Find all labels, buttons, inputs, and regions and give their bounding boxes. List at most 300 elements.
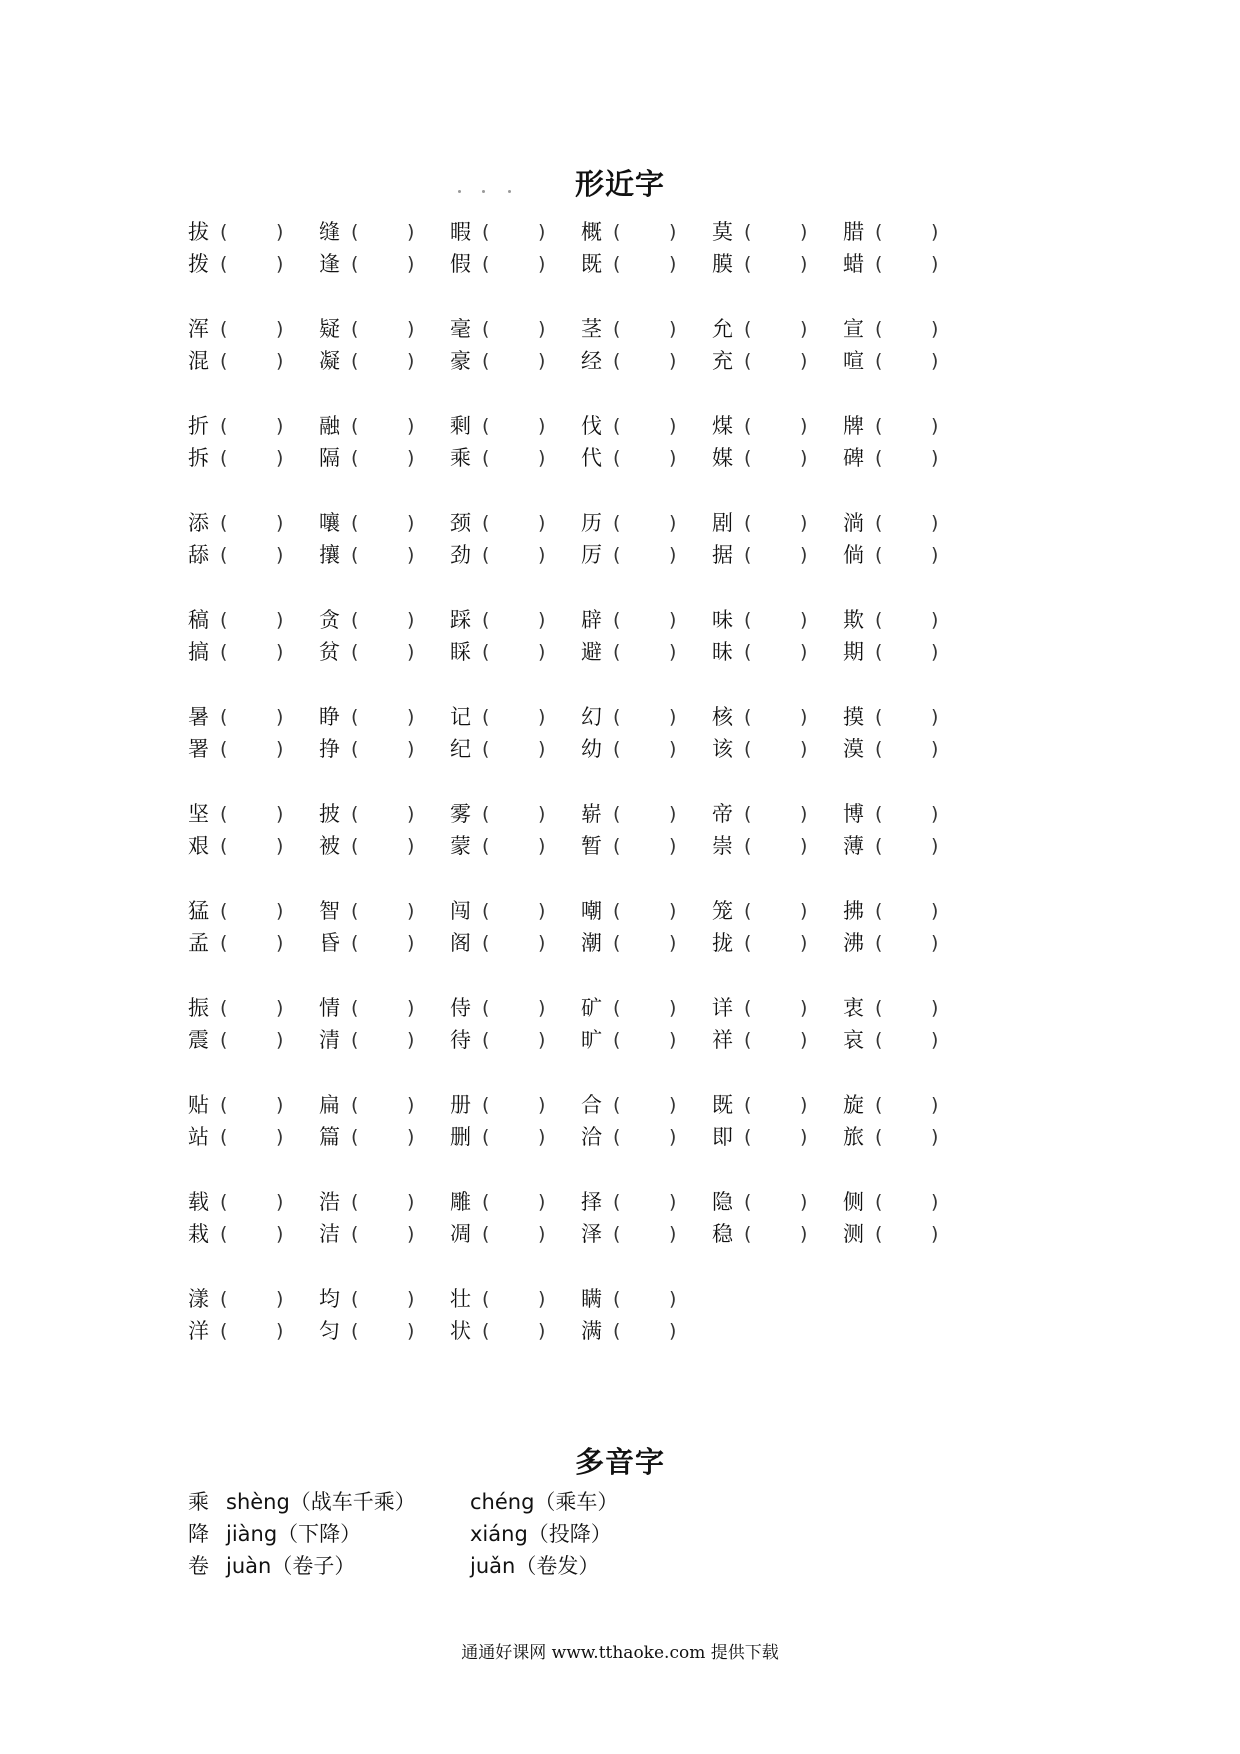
- char-cell: [188, 1091, 319, 1119]
- char: 睬: [450, 640, 471, 664]
- paren-close: ): [800, 835, 808, 857]
- paren-close: ): [800, 221, 808, 243]
- paren-close: ): [276, 415, 284, 437]
- char: 煤: [712, 414, 733, 438]
- char: 隐: [712, 1190, 733, 1214]
- paren-open: (: [613, 997, 621, 1019]
- paren-open: (: [351, 641, 359, 663]
- paren-open: (: [351, 253, 359, 275]
- char-cell: [581, 541, 712, 569]
- char-cell: [450, 444, 581, 472]
- char-cell: [581, 315, 712, 343]
- char-cell: [319, 994, 450, 1022]
- char-cell: [450, 218, 581, 246]
- char: 删: [450, 1125, 471, 1149]
- paren-open: (: [744, 544, 752, 566]
- char: 颈: [450, 511, 471, 535]
- paren-open: (: [351, 1320, 359, 1342]
- paren-close: ): [276, 253, 284, 275]
- paren-open: (: [744, 1094, 752, 1116]
- paren-close: ): [669, 318, 677, 340]
- char: 测: [843, 1222, 864, 1246]
- paren-open: (: [482, 609, 490, 631]
- char: 添: [188, 511, 209, 535]
- char-cell: [319, 444, 450, 472]
- char: 碑: [843, 446, 864, 470]
- char: 贪: [319, 608, 340, 632]
- paren-close: ): [538, 609, 546, 631]
- char: 既: [712, 1093, 733, 1117]
- char-cell: [319, 250, 450, 278]
- paren-open: (: [744, 803, 752, 825]
- char: 均: [319, 1287, 340, 1311]
- paren-close: ): [407, 1029, 415, 1051]
- paren-open: (: [744, 900, 752, 922]
- paren-close: ): [800, 1191, 808, 1213]
- paren-open: (: [744, 1126, 752, 1148]
- paren-open: (: [744, 1223, 752, 1245]
- paren-open: (: [482, 253, 490, 275]
- char-cell: [843, 250, 974, 278]
- paren-close: ): [800, 447, 808, 469]
- char-cell: [450, 735, 581, 763]
- char: 淌: [843, 511, 864, 535]
- char: 洋: [188, 1319, 209, 1343]
- char-cell: [843, 703, 974, 731]
- char: 喧: [843, 349, 864, 373]
- paren-close: ): [276, 1029, 284, 1051]
- char-cell: [188, 1317, 319, 1345]
- paren-open: (: [613, 221, 621, 243]
- paren-open: (: [613, 1320, 621, 1342]
- char-cell: [581, 444, 712, 472]
- char-cell: [712, 832, 843, 860]
- char: 辟: [581, 608, 602, 632]
- char-cell: [581, 347, 712, 375]
- section-title-similar-characters: 形近字: [574, 167, 665, 201]
- char: 幼: [581, 737, 602, 761]
- paren-open: (: [613, 544, 621, 566]
- char-cell: [450, 897, 581, 925]
- paren-close: ): [669, 512, 677, 534]
- char-cell: [843, 735, 974, 763]
- char-cell: [581, 832, 712, 860]
- char-cell: [581, 929, 712, 957]
- char-cell: [450, 509, 581, 537]
- paren-close: ): [931, 1126, 939, 1148]
- char: 崭: [581, 802, 602, 826]
- paren-close: ): [669, 447, 677, 469]
- paren-open: (: [351, 1126, 359, 1148]
- char: 合: [581, 1093, 602, 1117]
- char: 洁: [319, 1222, 340, 1246]
- paren-open: (: [875, 835, 883, 857]
- paren-close: ): [931, 706, 939, 728]
- char: 避: [581, 640, 602, 664]
- paren-close: ): [669, 803, 677, 825]
- paren-close: ): [669, 350, 677, 372]
- paren-open: (: [482, 803, 490, 825]
- char-cell: [581, 800, 712, 828]
- paren-open: (: [613, 900, 621, 922]
- paren-close: ): [538, 447, 546, 469]
- char: 坚: [188, 802, 209, 826]
- char: 充: [712, 349, 733, 373]
- char-cell: [450, 1220, 581, 1248]
- paren-close: ): [407, 997, 415, 1019]
- paren-open: (: [482, 738, 490, 760]
- char: 媒: [712, 446, 733, 470]
- paren-open: (: [351, 1288, 359, 1310]
- char-cell: [450, 800, 581, 828]
- paren-open: (: [351, 221, 359, 243]
- char: 踩: [450, 608, 471, 632]
- paren-open: (: [482, 318, 490, 340]
- paren-close: ): [800, 415, 808, 437]
- char: 纪: [450, 737, 471, 761]
- char-cell: [712, 315, 843, 343]
- char-cell: [450, 412, 581, 440]
- char: 侍: [450, 996, 471, 1020]
- char: 册: [450, 1093, 471, 1117]
- paren-open: (: [351, 318, 359, 340]
- char-cell: [450, 1285, 581, 1313]
- char-cell: [319, 1123, 450, 1151]
- paren-open: (: [875, 997, 883, 1019]
- char: 闯: [450, 899, 471, 923]
- title-dots-decoration: [458, 190, 518, 196]
- char: 贫: [319, 640, 340, 664]
- paren-open: (: [220, 641, 228, 663]
- paren-close: ): [669, 706, 677, 728]
- paren-open: (: [613, 738, 621, 760]
- char-cell: [450, 1317, 581, 1345]
- char: 情: [319, 996, 340, 1020]
- polyphonic-reading-1: juàn（卷子）: [226, 1554, 356, 1578]
- char-cell: [581, 509, 712, 537]
- paren-close: ): [931, 738, 939, 760]
- char-cell: [188, 703, 319, 731]
- paren-close: ): [800, 1029, 808, 1051]
- char-cell: [712, 250, 843, 278]
- paren-open: (: [220, 1126, 228, 1148]
- paren-open: (: [875, 932, 883, 954]
- paren-close: ): [276, 835, 284, 857]
- char: 缝: [319, 220, 340, 244]
- paren-open: (: [351, 1223, 359, 1245]
- paren-close: ): [276, 1191, 284, 1213]
- paren-open: (: [220, 221, 228, 243]
- char-cell: [319, 897, 450, 925]
- paren-close: ): [276, 900, 284, 922]
- paren-close: ): [276, 706, 284, 728]
- char-cell: [843, 412, 974, 440]
- char-cell: [843, 800, 974, 828]
- paren-open: (: [613, 835, 621, 857]
- paren-close: ): [276, 1320, 284, 1342]
- paren-open: (: [744, 738, 752, 760]
- paren-open: (: [744, 835, 752, 857]
- paren-open: (: [220, 512, 228, 534]
- char: 即: [712, 1125, 733, 1149]
- paren-close: ): [669, 835, 677, 857]
- paren-close: ): [800, 512, 808, 534]
- paren-open: (: [875, 350, 883, 372]
- char: 疑: [319, 317, 340, 341]
- char: 攘: [319, 543, 340, 567]
- paren-open: (: [351, 997, 359, 1019]
- char-cell: [712, 541, 843, 569]
- paren-open: (: [351, 706, 359, 728]
- paren-open: (: [220, 997, 228, 1019]
- char: 扁: [319, 1093, 340, 1117]
- char-cell: [581, 703, 712, 731]
- char: 哀: [843, 1028, 864, 1052]
- paren-close: ): [407, 1126, 415, 1148]
- char: 拢: [712, 931, 733, 955]
- char-cell: [843, 509, 974, 537]
- char-cell: [188, 606, 319, 634]
- paren-open: (: [875, 544, 883, 566]
- char: 旅: [843, 1125, 864, 1149]
- char-cell: [712, 929, 843, 957]
- char-cell: [450, 994, 581, 1022]
- paren-close: ): [407, 900, 415, 922]
- paren-close: ): [538, 1288, 546, 1310]
- paren-open: (: [875, 1094, 883, 1116]
- char-cell: [188, 1123, 319, 1151]
- paren-open: (: [351, 803, 359, 825]
- paren-open: (: [482, 1320, 490, 1342]
- char-cell: [581, 606, 712, 634]
- char-cell: [712, 509, 843, 537]
- paren-close: ): [931, 900, 939, 922]
- char: 嘲: [581, 899, 602, 923]
- char-cell: [843, 638, 974, 666]
- paren-open: (: [613, 803, 621, 825]
- char: 署: [188, 737, 209, 761]
- char: 牌: [843, 414, 864, 438]
- paren-close: ): [931, 1094, 939, 1116]
- paren-close: ): [538, 1191, 546, 1213]
- paren-open: (: [875, 447, 883, 469]
- paren-close: ): [538, 706, 546, 728]
- paren-open: (: [220, 1223, 228, 1245]
- paren-open: (: [744, 997, 752, 1019]
- paren-open: (: [744, 253, 752, 275]
- paren-open: (: [744, 350, 752, 372]
- paren-open: (: [351, 609, 359, 631]
- char: 薄: [843, 834, 864, 858]
- char: 混: [188, 349, 209, 373]
- char: 满: [581, 1319, 602, 1343]
- char: 篇: [319, 1125, 340, 1149]
- char-cell: [188, 994, 319, 1022]
- char: 凝: [319, 349, 340, 373]
- paren-open: (: [351, 1094, 359, 1116]
- paren-close: ): [669, 1320, 677, 1342]
- char-cell: [188, 832, 319, 860]
- char: 厉: [581, 543, 602, 567]
- char: 莫: [712, 220, 733, 244]
- char-cell: [581, 1123, 712, 1151]
- char: 泽: [581, 1222, 602, 1246]
- paren-close: ): [931, 350, 939, 372]
- paren-close: ): [538, 350, 546, 372]
- paren-close: ): [407, 932, 415, 954]
- char-cell: [319, 832, 450, 860]
- paren-open: (: [875, 318, 883, 340]
- char: 稳: [712, 1222, 733, 1246]
- paren-close: ): [276, 512, 284, 534]
- paren-close: ): [931, 318, 939, 340]
- paren-open: (: [220, 1094, 228, 1116]
- char: 状: [450, 1319, 471, 1343]
- char: 茎: [581, 317, 602, 341]
- paren-close: ): [931, 609, 939, 631]
- char-cell: [581, 1285, 712, 1313]
- paren-open: (: [220, 318, 228, 340]
- paren-close: ): [407, 1191, 415, 1213]
- paren-open: (: [482, 447, 490, 469]
- char: 拔: [188, 220, 209, 244]
- char: 舔: [188, 543, 209, 567]
- paren-close: ): [276, 1223, 284, 1245]
- paren-open: (: [220, 803, 228, 825]
- char-cell: [450, 832, 581, 860]
- char-cell: [712, 1123, 843, 1151]
- char: 倘: [843, 543, 864, 567]
- char: 摸: [843, 705, 864, 729]
- char-cell: [712, 1091, 843, 1119]
- char-cell: [450, 1123, 581, 1151]
- paren-close: ): [931, 544, 939, 566]
- paren-close: ): [931, 415, 939, 437]
- paren-open: (: [482, 415, 490, 437]
- char-cell: [712, 897, 843, 925]
- paren-close: ): [931, 512, 939, 534]
- paren-close: ): [931, 1223, 939, 1245]
- paren-close: ): [669, 1223, 677, 1245]
- paren-close: ): [931, 221, 939, 243]
- polyphonic-reading-2: juǎn（卷发）: [470, 1554, 600, 1578]
- paren-open: (: [220, 415, 228, 437]
- char: 智: [319, 899, 340, 923]
- char: 披: [319, 802, 340, 826]
- paren-open: (: [220, 350, 228, 372]
- char-cell: [188, 897, 319, 925]
- paren-close: ): [538, 932, 546, 954]
- char: 博: [843, 802, 864, 826]
- paren-close: ): [407, 706, 415, 728]
- char: 崇: [712, 834, 733, 858]
- section-title-polyphonic-characters: 多音字: [574, 1445, 665, 1479]
- char-cell: [188, 444, 319, 472]
- paren-open: (: [875, 415, 883, 437]
- paren-close: ): [538, 253, 546, 275]
- paren-close: ): [931, 253, 939, 275]
- paren-open: (: [875, 512, 883, 534]
- paren-open: (: [744, 447, 752, 469]
- char-cell: [450, 1026, 581, 1054]
- paren-close: ): [800, 318, 808, 340]
- char-cell: [843, 1026, 974, 1054]
- paren-close: ): [931, 1029, 939, 1051]
- paren-open: (: [351, 544, 359, 566]
- paren-open: (: [613, 1029, 621, 1051]
- paren-close: ): [669, 253, 677, 275]
- paren-close: ): [669, 932, 677, 954]
- paren-open: (: [744, 415, 752, 437]
- paren-close: ): [276, 803, 284, 825]
- paren-close: ): [407, 1223, 415, 1245]
- paren-open: (: [351, 512, 359, 534]
- polyphonic-char: 卷: [188, 1554, 209, 1578]
- char-cell: [712, 735, 843, 763]
- char: 瞒: [581, 1287, 602, 1311]
- paren-open: (: [351, 447, 359, 469]
- paren-close: ): [407, 447, 415, 469]
- char-cell: [450, 703, 581, 731]
- paren-open: (: [875, 221, 883, 243]
- char-cell: [188, 800, 319, 828]
- paren-close: ): [800, 900, 808, 922]
- paren-close: ): [407, 835, 415, 857]
- paren-open: (: [613, 318, 621, 340]
- char-cell: [188, 509, 319, 537]
- paren-close: ): [276, 221, 284, 243]
- char-cell: [319, 541, 450, 569]
- char-cell: [581, 735, 712, 763]
- char-cell: [712, 638, 843, 666]
- paren-close: ): [538, 1223, 546, 1245]
- paren-close: ): [800, 1126, 808, 1148]
- paren-close: ): [538, 544, 546, 566]
- char: 栽: [188, 1222, 209, 1246]
- char-cell: [712, 994, 843, 1022]
- char-cell: [843, 444, 974, 472]
- paren-open: (: [220, 447, 228, 469]
- char-cell: [450, 929, 581, 957]
- paren-close: ): [800, 738, 808, 760]
- paren-close: ): [407, 609, 415, 631]
- paren-open: (: [744, 1191, 752, 1213]
- paren-close: ): [669, 1191, 677, 1213]
- char: 拂: [843, 899, 864, 923]
- paren-close: ): [276, 447, 284, 469]
- char: 帝: [712, 802, 733, 826]
- char: 味: [712, 608, 733, 632]
- char-cell: [188, 315, 319, 343]
- char: 笼: [712, 899, 733, 923]
- char: 雕: [450, 1190, 471, 1214]
- paren-open: (: [613, 253, 621, 275]
- paren-close: ): [407, 1288, 415, 1310]
- paren-open: (: [875, 706, 883, 728]
- paren-close: ): [538, 512, 546, 534]
- char-cell: [188, 250, 319, 278]
- paren-close: ): [276, 738, 284, 760]
- paren-open: (: [875, 253, 883, 275]
- char: 既: [581, 252, 602, 276]
- char-cell: [188, 638, 319, 666]
- paren-close: ): [800, 706, 808, 728]
- paren-close: ): [538, 738, 546, 760]
- char-cell: [188, 1220, 319, 1248]
- char-cell: [712, 412, 843, 440]
- paren-close: ): [407, 1094, 415, 1116]
- char: 概: [581, 220, 602, 244]
